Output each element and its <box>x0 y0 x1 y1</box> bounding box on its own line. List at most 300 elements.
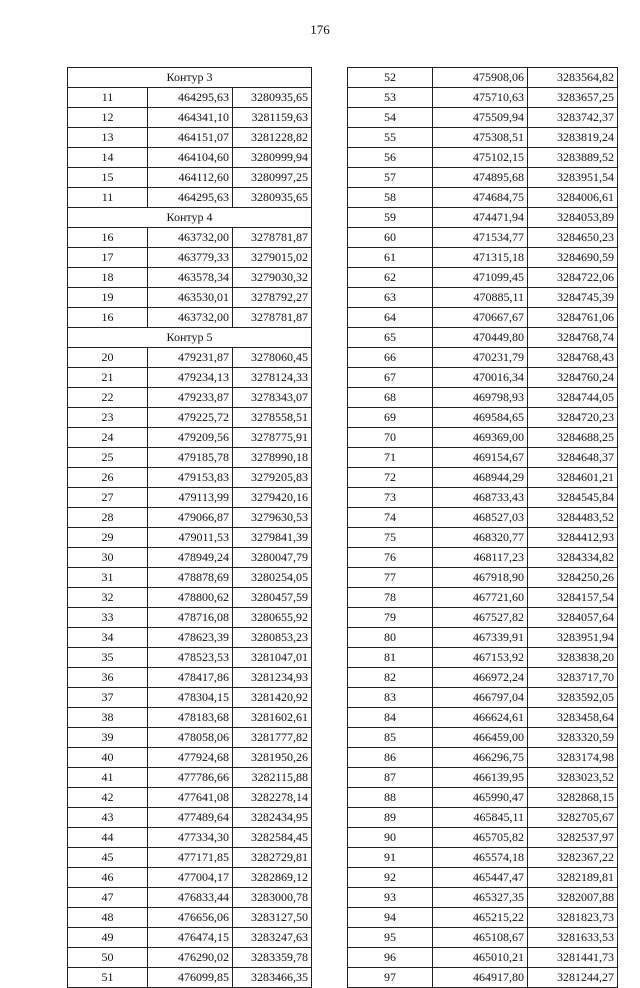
x-coordinate: 478878,69 <box>148 568 233 588</box>
y-coordinate: 3283889,52 <box>528 148 618 168</box>
point-number: 36 <box>68 668 148 688</box>
table-row <box>68 668 312 688</box>
y-coordinate: 3281950,26 <box>233 748 312 768</box>
x-coordinate: 471099,45 <box>433 268 528 288</box>
table-row <box>68 528 312 548</box>
table-row <box>348 948 618 968</box>
point-number: 88 <box>348 788 433 808</box>
point-number: 71 <box>348 448 433 468</box>
point-number: 38 <box>68 708 148 728</box>
coordinates-table-left <box>67 67 312 988</box>
x-coordinate: 463732,00 <box>148 308 233 328</box>
table-row <box>348 68 618 88</box>
y-coordinate: 3284648,37 <box>528 448 618 468</box>
table-row <box>68 588 312 608</box>
point-number: 52 <box>348 68 433 88</box>
x-coordinate: 479209,56 <box>148 428 233 448</box>
point-number: 94 <box>348 908 433 928</box>
table-row <box>68 268 312 288</box>
x-coordinate: 479233,87 <box>148 388 233 408</box>
x-coordinate: 479011,53 <box>148 528 233 548</box>
x-coordinate: 464295,63 <box>148 188 233 208</box>
point-number: 25 <box>68 448 148 468</box>
y-coordinate: 3282868,15 <box>528 788 618 808</box>
table-row <box>68 868 312 888</box>
x-coordinate: 468320,77 <box>433 528 528 548</box>
table-row <box>348 628 618 648</box>
point-number: 30 <box>68 548 148 568</box>
point-number: 67 <box>348 368 433 388</box>
y-coordinate: 3279630,53 <box>233 508 312 528</box>
y-coordinate: 3280997,25 <box>233 168 312 188</box>
x-coordinate: 470449,80 <box>433 328 528 348</box>
y-coordinate: 3279841,39 <box>233 528 312 548</box>
point-number: 23 <box>68 408 148 428</box>
y-coordinate: 3280254,05 <box>233 568 312 588</box>
point-number: 29 <box>68 528 148 548</box>
table-row <box>348 388 618 408</box>
y-coordinate: 3279205,83 <box>233 468 312 488</box>
table-row <box>348 808 618 828</box>
x-coordinate: 465108,67 <box>433 928 528 948</box>
table-row <box>348 368 618 388</box>
x-coordinate: 479153,83 <box>148 468 233 488</box>
x-coordinate: 465447,47 <box>433 868 528 888</box>
table-row <box>68 848 312 868</box>
point-number: 87 <box>348 768 433 788</box>
y-coordinate: 3280935,65 <box>233 88 312 108</box>
y-coordinate: 3279030,32 <box>233 268 312 288</box>
table-row <box>348 308 618 328</box>
point-number: 77 <box>348 568 433 588</box>
table-row <box>68 728 312 748</box>
x-coordinate: 479225,72 <box>148 408 233 428</box>
x-coordinate: 477924,68 <box>148 748 233 768</box>
x-coordinate: 470667,67 <box>433 308 528 328</box>
x-coordinate: 464295,63 <box>148 88 233 108</box>
point-number: 14 <box>68 148 148 168</box>
x-coordinate: 474684,75 <box>433 188 528 208</box>
y-coordinate: 3281777,82 <box>233 728 312 748</box>
point-number: 60 <box>348 228 433 248</box>
point-number: 65 <box>348 328 433 348</box>
y-coordinate: 3284334,82 <box>528 548 618 568</box>
y-coordinate: 3278781,87 <box>233 308 312 328</box>
table-row <box>348 588 618 608</box>
point-number: 15 <box>68 168 148 188</box>
point-number: 34 <box>68 628 148 648</box>
x-coordinate: 478523,53 <box>148 648 233 668</box>
point-number: 69 <box>348 408 433 428</box>
table-row <box>348 548 618 568</box>
y-coordinate: 3283466,35 <box>233 968 312 988</box>
point-number: 42 <box>68 788 148 808</box>
table-row <box>348 148 618 168</box>
point-number: 33 <box>68 608 148 628</box>
y-coordinate: 3283951,94 <box>528 628 618 648</box>
x-coordinate: 476474,15 <box>148 928 233 948</box>
point-number: 78 <box>348 588 433 608</box>
y-coordinate: 3283458,64 <box>528 708 618 728</box>
x-coordinate: 476833,44 <box>148 888 233 908</box>
point-number: 55 <box>348 128 433 148</box>
x-coordinate: 478417,86 <box>148 668 233 688</box>
y-coordinate: 3284157,54 <box>528 588 618 608</box>
table-row <box>68 768 312 788</box>
contour-header-row <box>68 328 312 348</box>
x-coordinate: 474895,68 <box>433 168 528 188</box>
y-coordinate: 3284722,06 <box>528 268 618 288</box>
y-coordinate: 3283819,24 <box>528 128 618 148</box>
table-row <box>348 708 618 728</box>
table-row <box>348 848 618 868</box>
x-coordinate: 468117,23 <box>433 548 528 568</box>
x-coordinate: 477171,85 <box>148 848 233 868</box>
x-coordinate: 471315,18 <box>433 248 528 268</box>
y-coordinate: 3284006,61 <box>528 188 618 208</box>
table-row <box>348 508 618 528</box>
y-coordinate: 3281633,53 <box>528 928 618 948</box>
y-coordinate: 3283717,70 <box>528 668 618 688</box>
x-coordinate: 465990,47 <box>433 788 528 808</box>
x-coordinate: 465327,35 <box>433 888 528 908</box>
y-coordinate: 3280655,92 <box>233 608 312 628</box>
x-coordinate: 478183,68 <box>148 708 233 728</box>
point-number: 68 <box>348 388 433 408</box>
x-coordinate: 479066,87 <box>148 508 233 528</box>
point-number: 80 <box>348 628 433 648</box>
table-row <box>68 108 312 128</box>
table-row <box>68 708 312 728</box>
point-number: 16 <box>68 228 148 248</box>
point-number: 50 <box>68 948 148 968</box>
y-coordinate: 3284250,26 <box>528 568 618 588</box>
table-row <box>348 468 618 488</box>
x-coordinate: 466296,75 <box>433 748 528 768</box>
y-coordinate: 3284761,06 <box>528 308 618 328</box>
point-number: 48 <box>68 908 148 928</box>
y-coordinate: 3281244,27 <box>528 968 618 988</box>
x-coordinate: 467153,92 <box>433 648 528 668</box>
table-row <box>68 928 312 948</box>
x-coordinate: 470885,11 <box>433 288 528 308</box>
table-row <box>68 568 312 588</box>
table-row <box>68 628 312 648</box>
point-number: 40 <box>68 748 148 768</box>
x-coordinate: 468733,43 <box>433 488 528 508</box>
point-number: 74 <box>348 508 433 528</box>
x-coordinate: 463732,00 <box>148 228 233 248</box>
point-number: 27 <box>68 488 148 508</box>
x-coordinate: 475308,51 <box>433 128 528 148</box>
table-row <box>68 408 312 428</box>
point-number: 85 <box>348 728 433 748</box>
y-coordinate: 3283000,78 <box>233 888 312 908</box>
table-row <box>68 608 312 628</box>
point-number: 73 <box>348 488 433 508</box>
coordinates-table-right <box>347 67 618 988</box>
x-coordinate: 476656,06 <box>148 908 233 928</box>
table-row <box>68 828 312 848</box>
y-coordinate: 3284768,43 <box>528 348 618 368</box>
y-coordinate: 3284412,93 <box>528 528 618 548</box>
table-row <box>348 568 618 588</box>
point-number: 20 <box>68 348 148 368</box>
table-row <box>348 208 618 228</box>
table-row <box>348 768 618 788</box>
point-number: 18 <box>68 268 148 288</box>
point-number: 43 <box>68 808 148 828</box>
point-number: 84 <box>348 708 433 728</box>
contour-header: Контур 4 <box>68 208 312 228</box>
table-row <box>68 388 312 408</box>
point-number: 90 <box>348 828 433 848</box>
table-row <box>348 408 618 428</box>
point-number: 17 <box>68 248 148 268</box>
page-number: 176 <box>310 22 330 37</box>
point-number: 63 <box>348 288 433 308</box>
y-coordinate: 3281047,01 <box>233 648 312 668</box>
table-row <box>68 508 312 528</box>
x-coordinate: 467721,60 <box>433 588 528 608</box>
y-coordinate: 3283320,59 <box>528 728 618 748</box>
point-number: 61 <box>348 248 433 268</box>
point-number: 58 <box>348 188 433 208</box>
point-number: 59 <box>348 208 433 228</box>
table-row <box>348 928 618 948</box>
x-coordinate: 465010,21 <box>433 948 528 968</box>
table-row <box>348 828 618 848</box>
x-coordinate: 475102,15 <box>433 148 528 168</box>
point-number: 96 <box>348 948 433 968</box>
table-row <box>348 728 618 748</box>
point-number: 57 <box>348 168 433 188</box>
table-row <box>68 148 312 168</box>
y-coordinate: 3280853,23 <box>233 628 312 648</box>
table-row <box>68 308 312 328</box>
table-row <box>68 448 312 468</box>
x-coordinate: 470016,34 <box>433 368 528 388</box>
y-coordinate: 3281234,93 <box>233 668 312 688</box>
x-coordinate: 469154,67 <box>433 448 528 468</box>
point-number: 13 <box>68 128 148 148</box>
x-coordinate: 463530,01 <box>148 288 233 308</box>
table-row <box>348 528 618 548</box>
x-coordinate: 475908,06 <box>433 68 528 88</box>
y-coordinate: 3284768,74 <box>528 328 618 348</box>
x-coordinate: 467918,90 <box>433 568 528 588</box>
table-row <box>68 648 312 668</box>
table-row <box>348 488 618 508</box>
x-coordinate: 466459,00 <box>433 728 528 748</box>
point-number: 19 <box>68 288 148 308</box>
x-coordinate: 479234,13 <box>148 368 233 388</box>
y-coordinate: 3284545,84 <box>528 488 618 508</box>
y-coordinate: 3282584,45 <box>233 828 312 848</box>
x-coordinate: 469369,00 <box>433 428 528 448</box>
x-coordinate: 465845,11 <box>433 808 528 828</box>
table-row <box>68 88 312 108</box>
point-number: 44 <box>68 828 148 848</box>
y-coordinate: 3284744,05 <box>528 388 618 408</box>
point-number: 47 <box>68 888 148 908</box>
x-coordinate: 467339,91 <box>433 628 528 648</box>
point-number: 89 <box>348 808 433 828</box>
x-coordinate: 465215,22 <box>433 908 528 928</box>
point-number: 56 <box>348 148 433 168</box>
contour-header: Контур 5 <box>68 328 312 348</box>
x-coordinate: 478949,24 <box>148 548 233 568</box>
point-number: 21 <box>68 368 148 388</box>
point-number: 75 <box>348 528 433 548</box>
x-coordinate: 479231,87 <box>148 348 233 368</box>
y-coordinate: 3281159,63 <box>233 108 312 128</box>
y-coordinate: 3283592,05 <box>528 688 618 708</box>
y-coordinate: 3279420,16 <box>233 488 312 508</box>
table-row <box>68 948 312 968</box>
table-row <box>68 128 312 148</box>
table-row <box>348 88 618 108</box>
point-number: 41 <box>68 768 148 788</box>
x-coordinate: 466624,61 <box>433 708 528 728</box>
y-coordinate: 3282729,81 <box>233 848 312 868</box>
y-coordinate: 3283174,98 <box>528 748 618 768</box>
x-coordinate: 464341,10 <box>148 108 233 128</box>
y-coordinate: 3280999,94 <box>233 148 312 168</box>
y-coordinate: 3281420,92 <box>233 688 312 708</box>
y-coordinate: 3283023,52 <box>528 768 618 788</box>
x-coordinate: 466797,04 <box>433 688 528 708</box>
y-coordinate: 3282705,67 <box>528 808 618 828</box>
x-coordinate: 464104,60 <box>148 148 233 168</box>
x-coordinate: 474471,94 <box>433 208 528 228</box>
y-coordinate: 3282278,14 <box>233 788 312 808</box>
y-coordinate: 3284483,52 <box>528 508 618 528</box>
table-row <box>68 368 312 388</box>
table-row <box>348 128 618 148</box>
x-coordinate: 469584,65 <box>433 408 528 428</box>
y-coordinate: 3278792,27 <box>233 288 312 308</box>
point-number: 46 <box>68 868 148 888</box>
table-row <box>68 788 312 808</box>
table-row <box>348 268 618 288</box>
y-coordinate: 3284690,59 <box>528 248 618 268</box>
table-row <box>68 748 312 768</box>
point-number: 16 <box>68 308 148 328</box>
y-coordinate: 3278775,91 <box>233 428 312 448</box>
point-number: 70 <box>348 428 433 448</box>
table-row <box>348 748 618 768</box>
point-number: 72 <box>348 468 433 488</box>
y-coordinate: 3284601,21 <box>528 468 618 488</box>
y-coordinate: 3278124,33 <box>233 368 312 388</box>
table-row <box>348 328 618 348</box>
x-coordinate: 465574,18 <box>433 848 528 868</box>
y-coordinate: 3283564,82 <box>528 68 618 88</box>
point-number: 53 <box>348 88 433 108</box>
table-row <box>68 188 312 208</box>
y-coordinate: 3283127,50 <box>233 908 312 928</box>
table-row <box>348 908 618 928</box>
table-row <box>68 228 312 248</box>
x-coordinate: 478304,15 <box>148 688 233 708</box>
point-number: 95 <box>348 928 433 948</box>
y-coordinate: 3283838,20 <box>528 648 618 668</box>
point-number: 45 <box>68 848 148 868</box>
table-row <box>68 968 312 988</box>
x-coordinate: 476099,85 <box>148 968 233 988</box>
x-coordinate: 476290,02 <box>148 948 233 968</box>
x-coordinate: 463578,34 <box>148 268 233 288</box>
x-coordinate: 477489,64 <box>148 808 233 828</box>
table-row <box>68 808 312 828</box>
y-coordinate: 3280047,79 <box>233 548 312 568</box>
point-number: 86 <box>348 748 433 768</box>
y-coordinate: 3281441,73 <box>528 948 618 968</box>
table-row <box>68 168 312 188</box>
point-number: 81 <box>348 648 433 668</box>
point-number: 37 <box>68 688 148 708</box>
x-coordinate: 477641,08 <box>148 788 233 808</box>
point-number: 26 <box>68 468 148 488</box>
y-coordinate: 3282367,22 <box>528 848 618 868</box>
table-row <box>68 688 312 708</box>
point-number: 97 <box>348 968 433 988</box>
y-coordinate: 3282869,12 <box>233 868 312 888</box>
y-coordinate: 3278990,18 <box>233 448 312 468</box>
x-coordinate: 478623,39 <box>148 628 233 648</box>
y-coordinate: 3282115,88 <box>233 768 312 788</box>
table-row <box>348 688 618 708</box>
contour-header-row <box>68 208 312 228</box>
y-coordinate: 3278781,87 <box>233 228 312 248</box>
point-number: 82 <box>348 668 433 688</box>
point-number: 76 <box>348 548 433 568</box>
point-number: 31 <box>68 568 148 588</box>
y-coordinate: 3282189,81 <box>528 868 618 888</box>
y-coordinate: 3282537,97 <box>528 828 618 848</box>
y-coordinate: 3280457,59 <box>233 588 312 608</box>
y-coordinate: 3284057,64 <box>528 608 618 628</box>
point-number: 66 <box>348 348 433 368</box>
point-number: 92 <box>348 868 433 888</box>
table-row <box>348 608 618 628</box>
point-number: 83 <box>348 688 433 708</box>
x-coordinate: 467527,82 <box>433 608 528 628</box>
y-coordinate: 3282434,95 <box>233 808 312 828</box>
point-number: 24 <box>68 428 148 448</box>
y-coordinate: 3283657,25 <box>528 88 618 108</box>
y-coordinate: 3281602,61 <box>233 708 312 728</box>
x-coordinate: 470231,79 <box>433 348 528 368</box>
point-number: 12 <box>68 108 148 128</box>
y-coordinate: 3278343,07 <box>233 388 312 408</box>
x-coordinate: 478716,08 <box>148 608 233 628</box>
point-number: 11 <box>68 88 148 108</box>
x-coordinate: 471534,77 <box>433 228 528 248</box>
y-coordinate: 3280935,65 <box>233 188 312 208</box>
x-coordinate: 468944,29 <box>433 468 528 488</box>
x-coordinate: 463779,33 <box>148 248 233 268</box>
table-row <box>68 348 312 368</box>
table-row <box>68 288 312 308</box>
contour-header: Контур 3 <box>68 68 312 88</box>
y-coordinate: 3283951,54 <box>528 168 618 188</box>
point-number: 32 <box>68 588 148 608</box>
y-coordinate: 3279015,02 <box>233 248 312 268</box>
point-number: 64 <box>348 308 433 328</box>
table-row <box>348 868 618 888</box>
